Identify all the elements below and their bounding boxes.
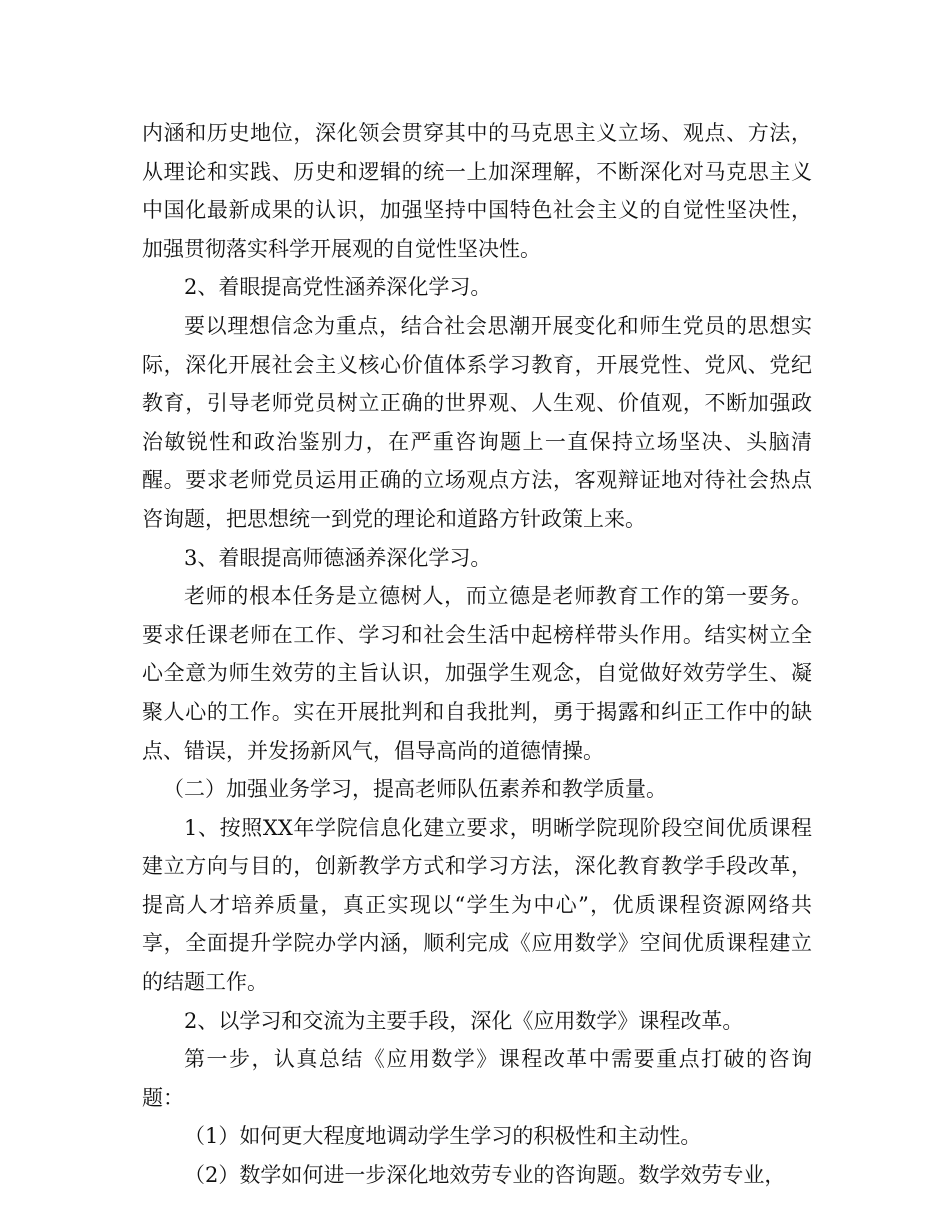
- heading-teacher-ethics: 3、着眼提高师德涵养深化学习。: [184, 545, 492, 570]
- heading-party-spirit: 2、着眼提高党性涵养深化学习。: [184, 275, 492, 300]
- paragraph-first-step: 第一步，认真总结《应用数学》课程改革中需要重点打破的咨询题：: [142, 1047, 812, 1110]
- heading-business-learning: （二）加强业务学习，提高老师队伍素养和教学质量。: [163, 777, 667, 802]
- paragraph-informatization: 1、按照XX年学院信息化建立要求，明晰学院现阶段空间优质课程建立方向与目的，创新教学方式和学习方法，深化教育教学手段改革，提高人才培养质量，真正实现以“学生为中心”，优质课程资源网络共享，全面提升学院办学内涵，顺利完成《应用数学》空间优质课程建立的结题工作。: [142, 815, 812, 995]
- list-item-2: （2）数学如何进一步深化地效劳专业的咨询题。数学效劳专业，: [184, 1163, 786, 1188]
- document-body: [142, 114, 812, 1195]
- heading-course-reform: 2、以学习和交流为主要手段，深化《应用数学》课程改革。: [184, 1008, 744, 1033]
- paragraph-continuation: 内涵和历史地位，深化领会贯穿其中的马克思主义立场、观点、方法，从理论和实践、历史和逻辑的统一上加深理解，不断深化对马克思主义中国化最新成果的认识，加强坚持中国特色社会主义的自觉性坚决性，加强贯彻落实科学开展观的自觉性坚决性。: [142, 121, 812, 261]
- paragraph-ideals: 要以理想信念为重点，结合社会思潮开展变化和师生党员的思想实际，深化开展社会主义核心价值体系学习教育，开展党性、党风、党纪教育，引导老师党员树立正确的世界观、人生观、价值观，不断加强政治敏锐性和政治鉴别力，在严重咨询题上一直保持立场坚决、头脑清醒。要求老师党员运用正确的立场观点方法，客观辩证地对待社会热点咨询题，把思想统一到党的理论和道路方针政策上来。: [142, 313, 812, 531]
- paragraph-teacher-task: 老师的根本任务是立德树人，而立德是老师教育工作的第一要务。要求任课老师在工作、学习和社会生活中起榜样带头作用。结实树立全心全意为师生效劳的主旨认识，加强学生观念，自觉做好效劳学生、凝聚人心的工作。实在开展批判和自我批判，勇于揭露和纠正工作中的缺点、错误，并发扬新风气，倡导高尚的道德情操。: [142, 584, 812, 763]
- list-item-1: （1）如何更大程度地调动学生学习的积极性和主动性。: [184, 1124, 702, 1149]
